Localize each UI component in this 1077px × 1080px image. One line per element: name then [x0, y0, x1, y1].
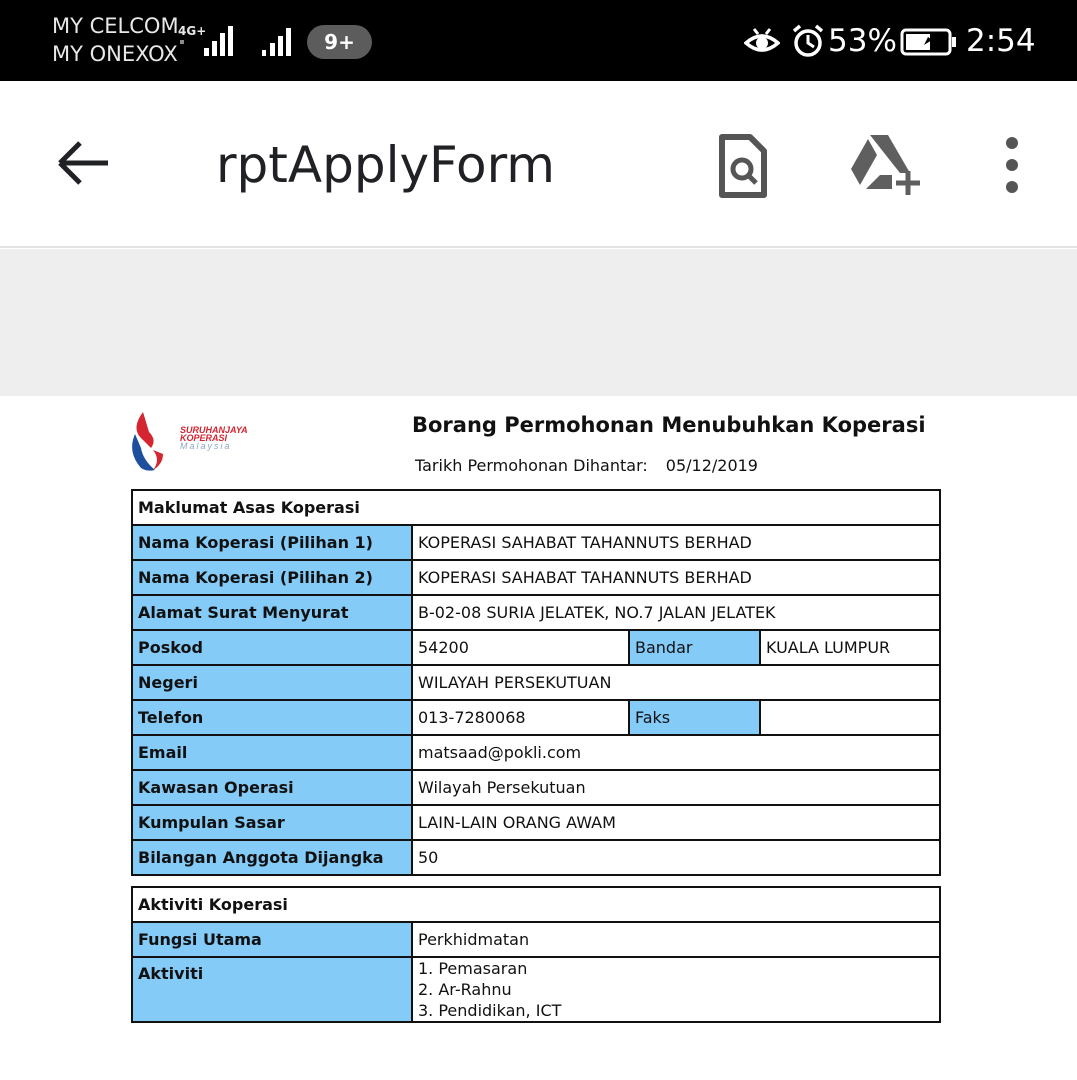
field-label: Nama Koperasi (Pilihan 2)	[132, 560, 412, 595]
battery-icon	[900, 27, 958, 57]
carrier-2: MY ONEXOX	[52, 42, 178, 66]
field-value: KOPERASI SAHABAT TAHANNUTS BERHAD	[412, 560, 940, 595]
logo-text	[180, 426, 248, 450]
submit-date-label: Tarikh Permohonan Dihantar:	[415, 456, 648, 475]
status-bar	[0, 0, 1077, 81]
basic-info-table	[131, 489, 941, 876]
table-row	[132, 630, 940, 665]
table-row	[132, 525, 940, 560]
section-header: Maklumat Asas Koperasi	[132, 490, 940, 525]
field-value: KOPERASI SAHABAT TAHANNUTS BERHAD	[412, 525, 940, 560]
field-value: KUALA LUMPUR	[760, 630, 940, 665]
table-row	[132, 957, 940, 1022]
signal-icon	[178, 22, 238, 58]
field-label: Bandar	[629, 630, 760, 665]
table-row	[132, 700, 940, 735]
alarm-icon	[791, 23, 825, 59]
table-row	[132, 665, 940, 700]
eye-icon	[744, 25, 780, 59]
table-row	[132, 887, 940, 922]
drive-add-icon[interactable]	[848, 133, 922, 195]
field-label: Poskod	[132, 630, 412, 665]
field-label: Fungsi Utama	[132, 922, 412, 957]
field-value: Wilayah Persekutuan	[412, 770, 940, 805]
more-vert-icon[interactable]	[990, 135, 1034, 197]
table-row	[132, 490, 940, 525]
back-arrow-icon[interactable]	[50, 133, 116, 193]
clock: 2:54	[966, 23, 1036, 59]
field-value: 50	[412, 840, 940, 875]
logo-line-1: SURUHANJAYA	[180, 425, 248, 435]
field-value: B-02-08 SURIA JELATEK, NO.7 JALAN JELATEK	[412, 595, 940, 630]
field-value: 013-7280068	[412, 700, 629, 735]
preview-icon[interactable]	[712, 133, 772, 199]
activities-list	[412, 957, 940, 1022]
table-row	[132, 922, 940, 957]
submit-date-row	[415, 454, 758, 478]
logo-line-2: KOPERASI	[180, 433, 228, 443]
field-label: Kawasan Operasi	[132, 770, 412, 805]
field-label: Telefon	[132, 700, 412, 735]
field-label: Alamat Surat Menyurat	[132, 595, 412, 630]
field-label: Kumpulan Sasar	[132, 805, 412, 840]
viewer-background	[0, 249, 1077, 396]
field-label: Nama Koperasi (Pilihan 1)	[132, 525, 412, 560]
notification-badge: 9+	[307, 25, 372, 59]
list-item: 1. Pemasaran	[418, 959, 528, 978]
list-item: 2. Ar-Rahnu	[418, 980, 512, 999]
field-label: Negeri	[132, 665, 412, 700]
table-row	[132, 840, 940, 875]
field-value: WILAYAH PERSEKUTUAN	[412, 665, 940, 700]
form-title: Borang Permohonan Menubuhkan Koperasi	[412, 413, 926, 437]
signal-icon-2	[260, 24, 298, 58]
field-value: matsaad@pokli.com	[412, 735, 940, 770]
network-type: 4G+	[178, 24, 207, 38]
table-row	[132, 735, 940, 770]
field-label: Bilangan Anggota Dijangka	[132, 840, 412, 875]
field-value	[760, 700, 940, 735]
field-label: Aktiviti	[132, 957, 412, 1022]
field-value: 54200	[412, 630, 629, 665]
list-item: 3. Pendidikan, ICT	[418, 1001, 562, 1020]
table-row	[132, 560, 940, 595]
table-row	[132, 595, 940, 630]
page-title: rptApplyForm	[216, 136, 556, 194]
activity-table	[131, 886, 941, 1023]
carrier-1: MY CELCOM	[52, 14, 179, 38]
carrier-names	[52, 12, 179, 68]
submit-date-value: 05/12/2019	[665, 456, 758, 475]
field-value: Perkhidmatan	[412, 922, 940, 957]
logo-line-3: Malaysia	[180, 441, 232, 451]
battery-percent: 53%	[828, 23, 897, 59]
section-header: Aktiviti Koperasi	[132, 887, 940, 922]
field-label: Email	[132, 735, 412, 770]
table-row	[132, 805, 940, 840]
field-value: LAIN-LAIN ORANG AWAM	[412, 805, 940, 840]
field-label: Faks	[629, 700, 760, 735]
table-row	[132, 770, 940, 805]
app-bar	[0, 81, 1077, 248]
